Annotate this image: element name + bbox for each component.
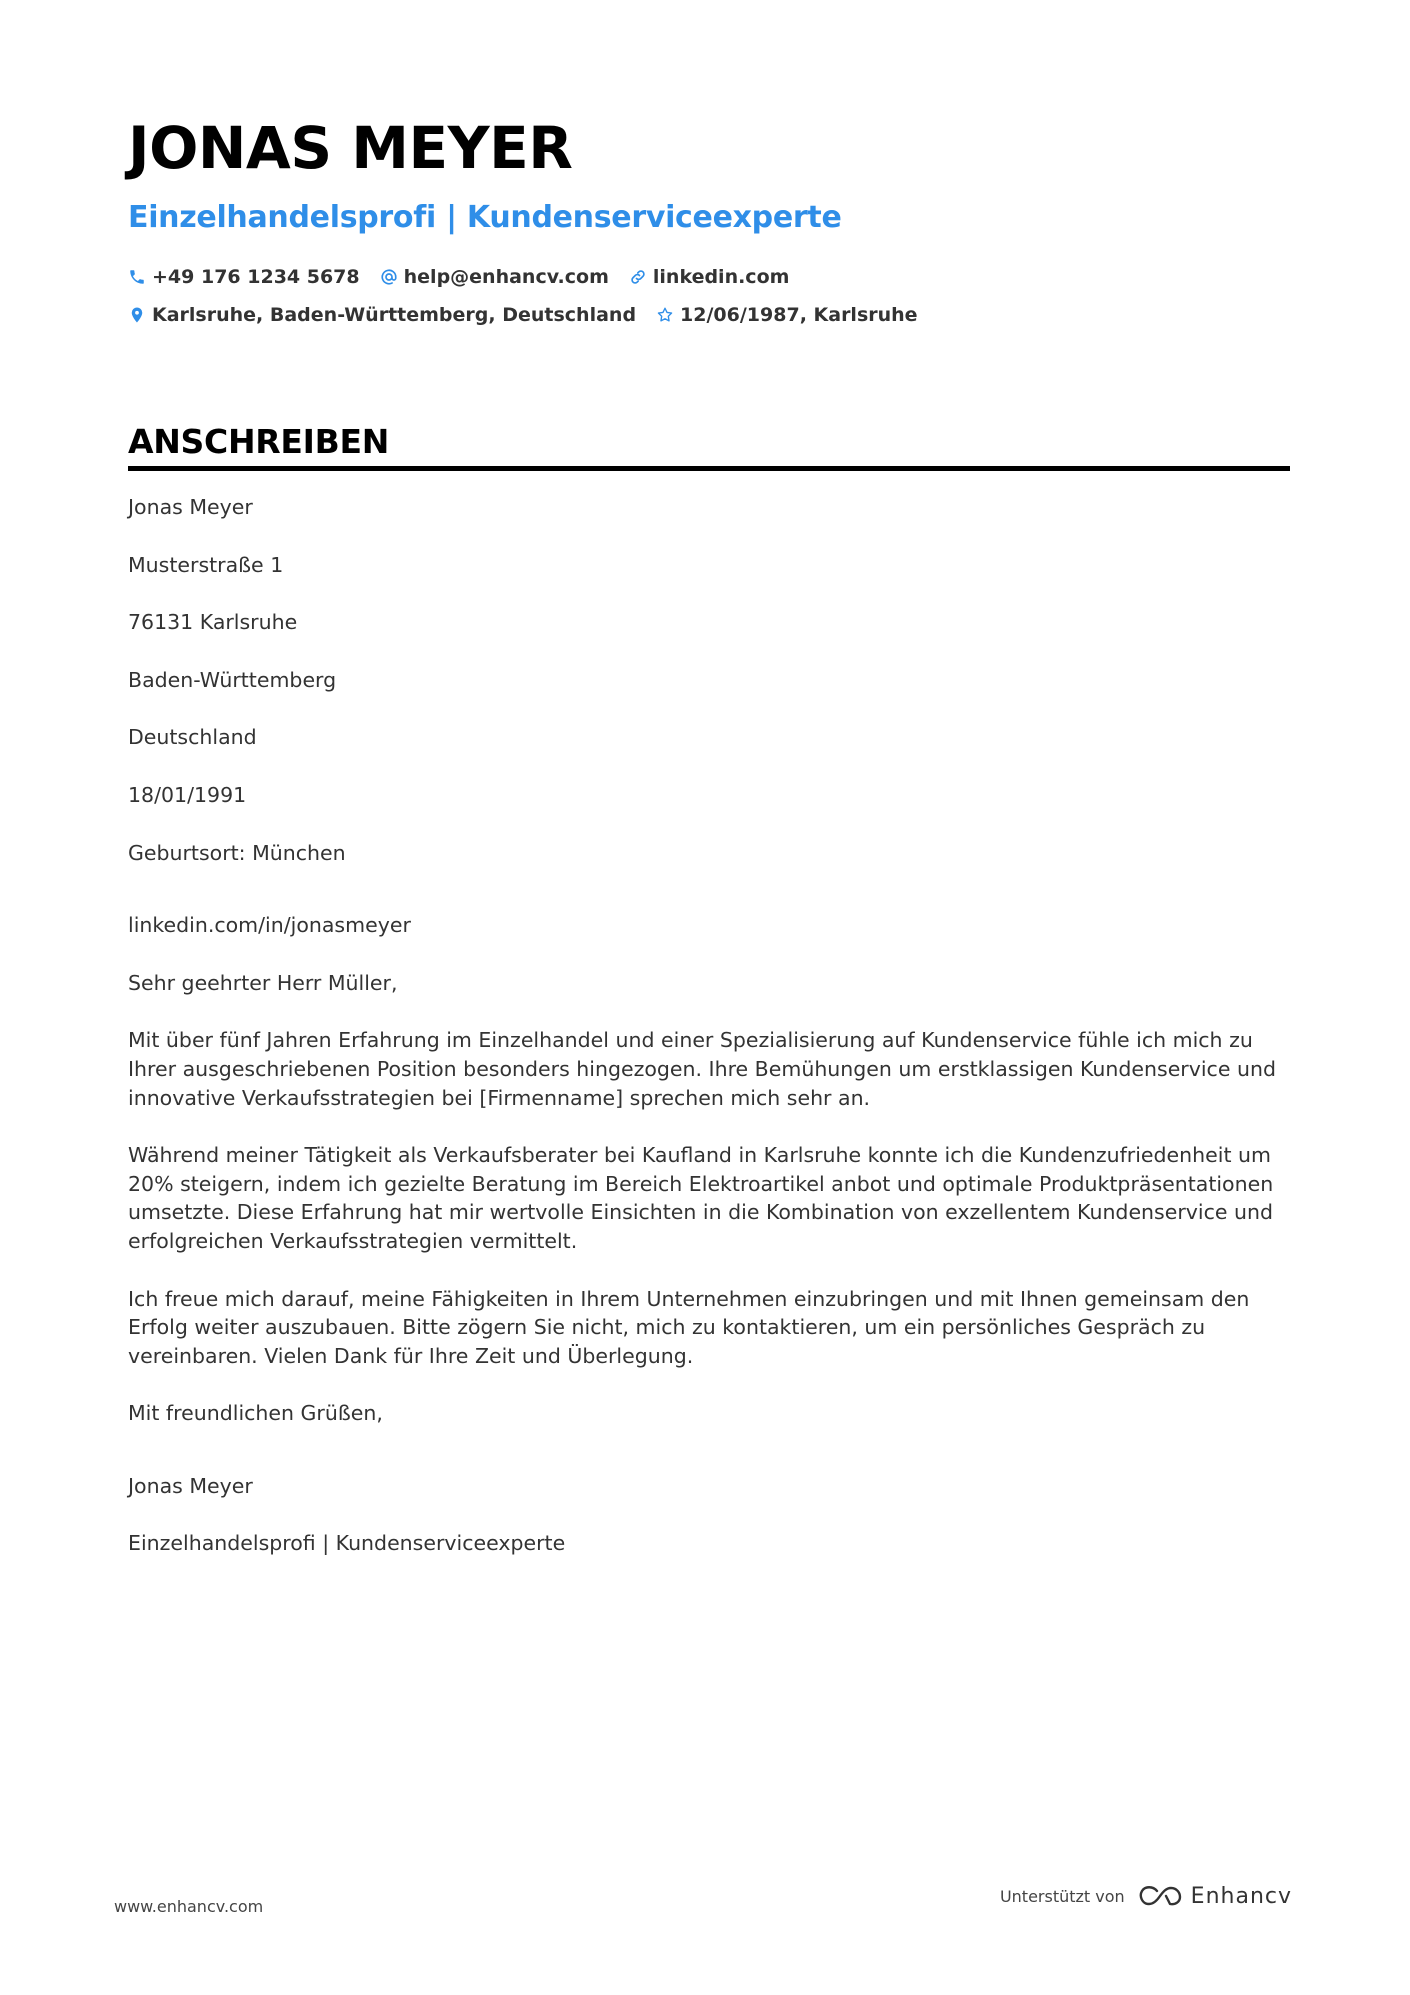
valediction: Mit freundlichen Grüßen,	[128, 1401, 383, 1426]
paragraph-experience: Während meiner Tätigkeit als Verkaufsberater bei Kaufland in Karlsruhe konnte ich die Kundenzufriedenheit um 20% steigern, indem ich gezielte Beratung im Bereich Elektroartikel anbot und optimale Produktpräsentationen umsetzte. Diese Erfahrung hat mir wertvolle Einsichten in die Kombination von exzellentem Kundenservice und erfolgreichen Verkaufsstrategien vermittelt.	[128, 1143, 1274, 1253]
letter-body	[128, 493, 1290, 1558]
sender-city: 76131 Karlsruhe	[128, 610, 298, 635]
contact-email-text: help@enhancv.com	[403, 266, 609, 288]
powered-by-label: Unterstützt von	[999, 1886, 1125, 1906]
sender-name: Jonas Meyer	[128, 495, 253, 519]
paragraph-closing: Ich freue mich darauf, meine Fähigkeiten in Ihrem Unternehmen einzubringen und mit Ihnen gemeinsam den Erfolg weiter auszubauen. Bitte zögern Sie nicht, mich zu kontaktieren, um ein persönliches Gespräch zu vereinbaren. Vielen Dank für Ihre Zeit und Überlegung.	[128, 1286, 1250, 1368]
contact-bar	[128, 262, 1290, 330]
contact-phone-text: +49 176 1234 5678	[152, 266, 360, 288]
sender-birthplace: Geburtsort: München	[128, 840, 346, 865]
signature-name: Jonas Meyer	[128, 1473, 253, 1498]
phone-icon	[128, 268, 146, 286]
section-title: ANSCHREIBEN	[128, 422, 390, 461]
sender-state: Baden-Württemberg	[128, 667, 337, 692]
contact-birth	[656, 300, 918, 330]
contact-email[interactable]	[380, 262, 609, 292]
contact-birth-text: 12/06/1987, Karlsruhe	[680, 304, 918, 326]
sender-street: Musterstraße 1	[128, 552, 284, 577]
at-icon	[380, 268, 398, 286]
sender-linkedin: linkedin.com/in/jonasmeyer	[128, 913, 411, 938]
contact-location-text: Karlsruhe, Baden-Württemberg, Deutschland	[152, 304, 637, 326]
contact-phone[interactable]	[128, 262, 360, 292]
location-pin-icon	[128, 306, 146, 324]
candidate-headline: Einzelhandelsprofi | Kundenserviceexperte	[128, 200, 842, 235]
contact-location	[128, 300, 636, 330]
resume-page	[128, 108, 1290, 1587]
star-icon	[656, 306, 674, 324]
section-divider	[128, 466, 1290, 471]
salutation: Sehr geehrter Herr Müller,	[128, 970, 398, 995]
contact-linkedin[interactable]	[629, 262, 790, 292]
sender-country: Deutschland	[128, 725, 257, 750]
footer-branding	[1000, 1883, 1292, 1909]
brand-logo[interactable]	[1137, 1883, 1292, 1909]
enhancv-logo-icon	[1137, 1883, 1183, 1909]
candidate-name: JONAS MEYER	[128, 114, 573, 182]
signature-title: Einzelhandelsprofi | Kundenserviceexperte	[128, 1531, 566, 1556]
paragraph-intro: Mit über fünf Jahren Erfahrung im Einzelhandel und einer Spezialisierung auf Kundenservice fühle ich mich zu Ihrer ausgeschriebenen Position besonders hingezogen. Ihre Bemühungen um erstklassigen Kundenservice und innovative Verkaufsstrategien bei [Firmenname] sprechen mich sehr an.	[128, 1028, 1276, 1110]
sender-birthdate: 18/01/1991	[128, 782, 247, 807]
brand-name: Enhancv	[1190, 1883, 1292, 1909]
link-icon	[629, 268, 647, 286]
footer-website[interactable]: www.enhancv.com	[114, 1897, 264, 1916]
contact-linkedin-text: linkedin.com	[652, 266, 790, 288]
